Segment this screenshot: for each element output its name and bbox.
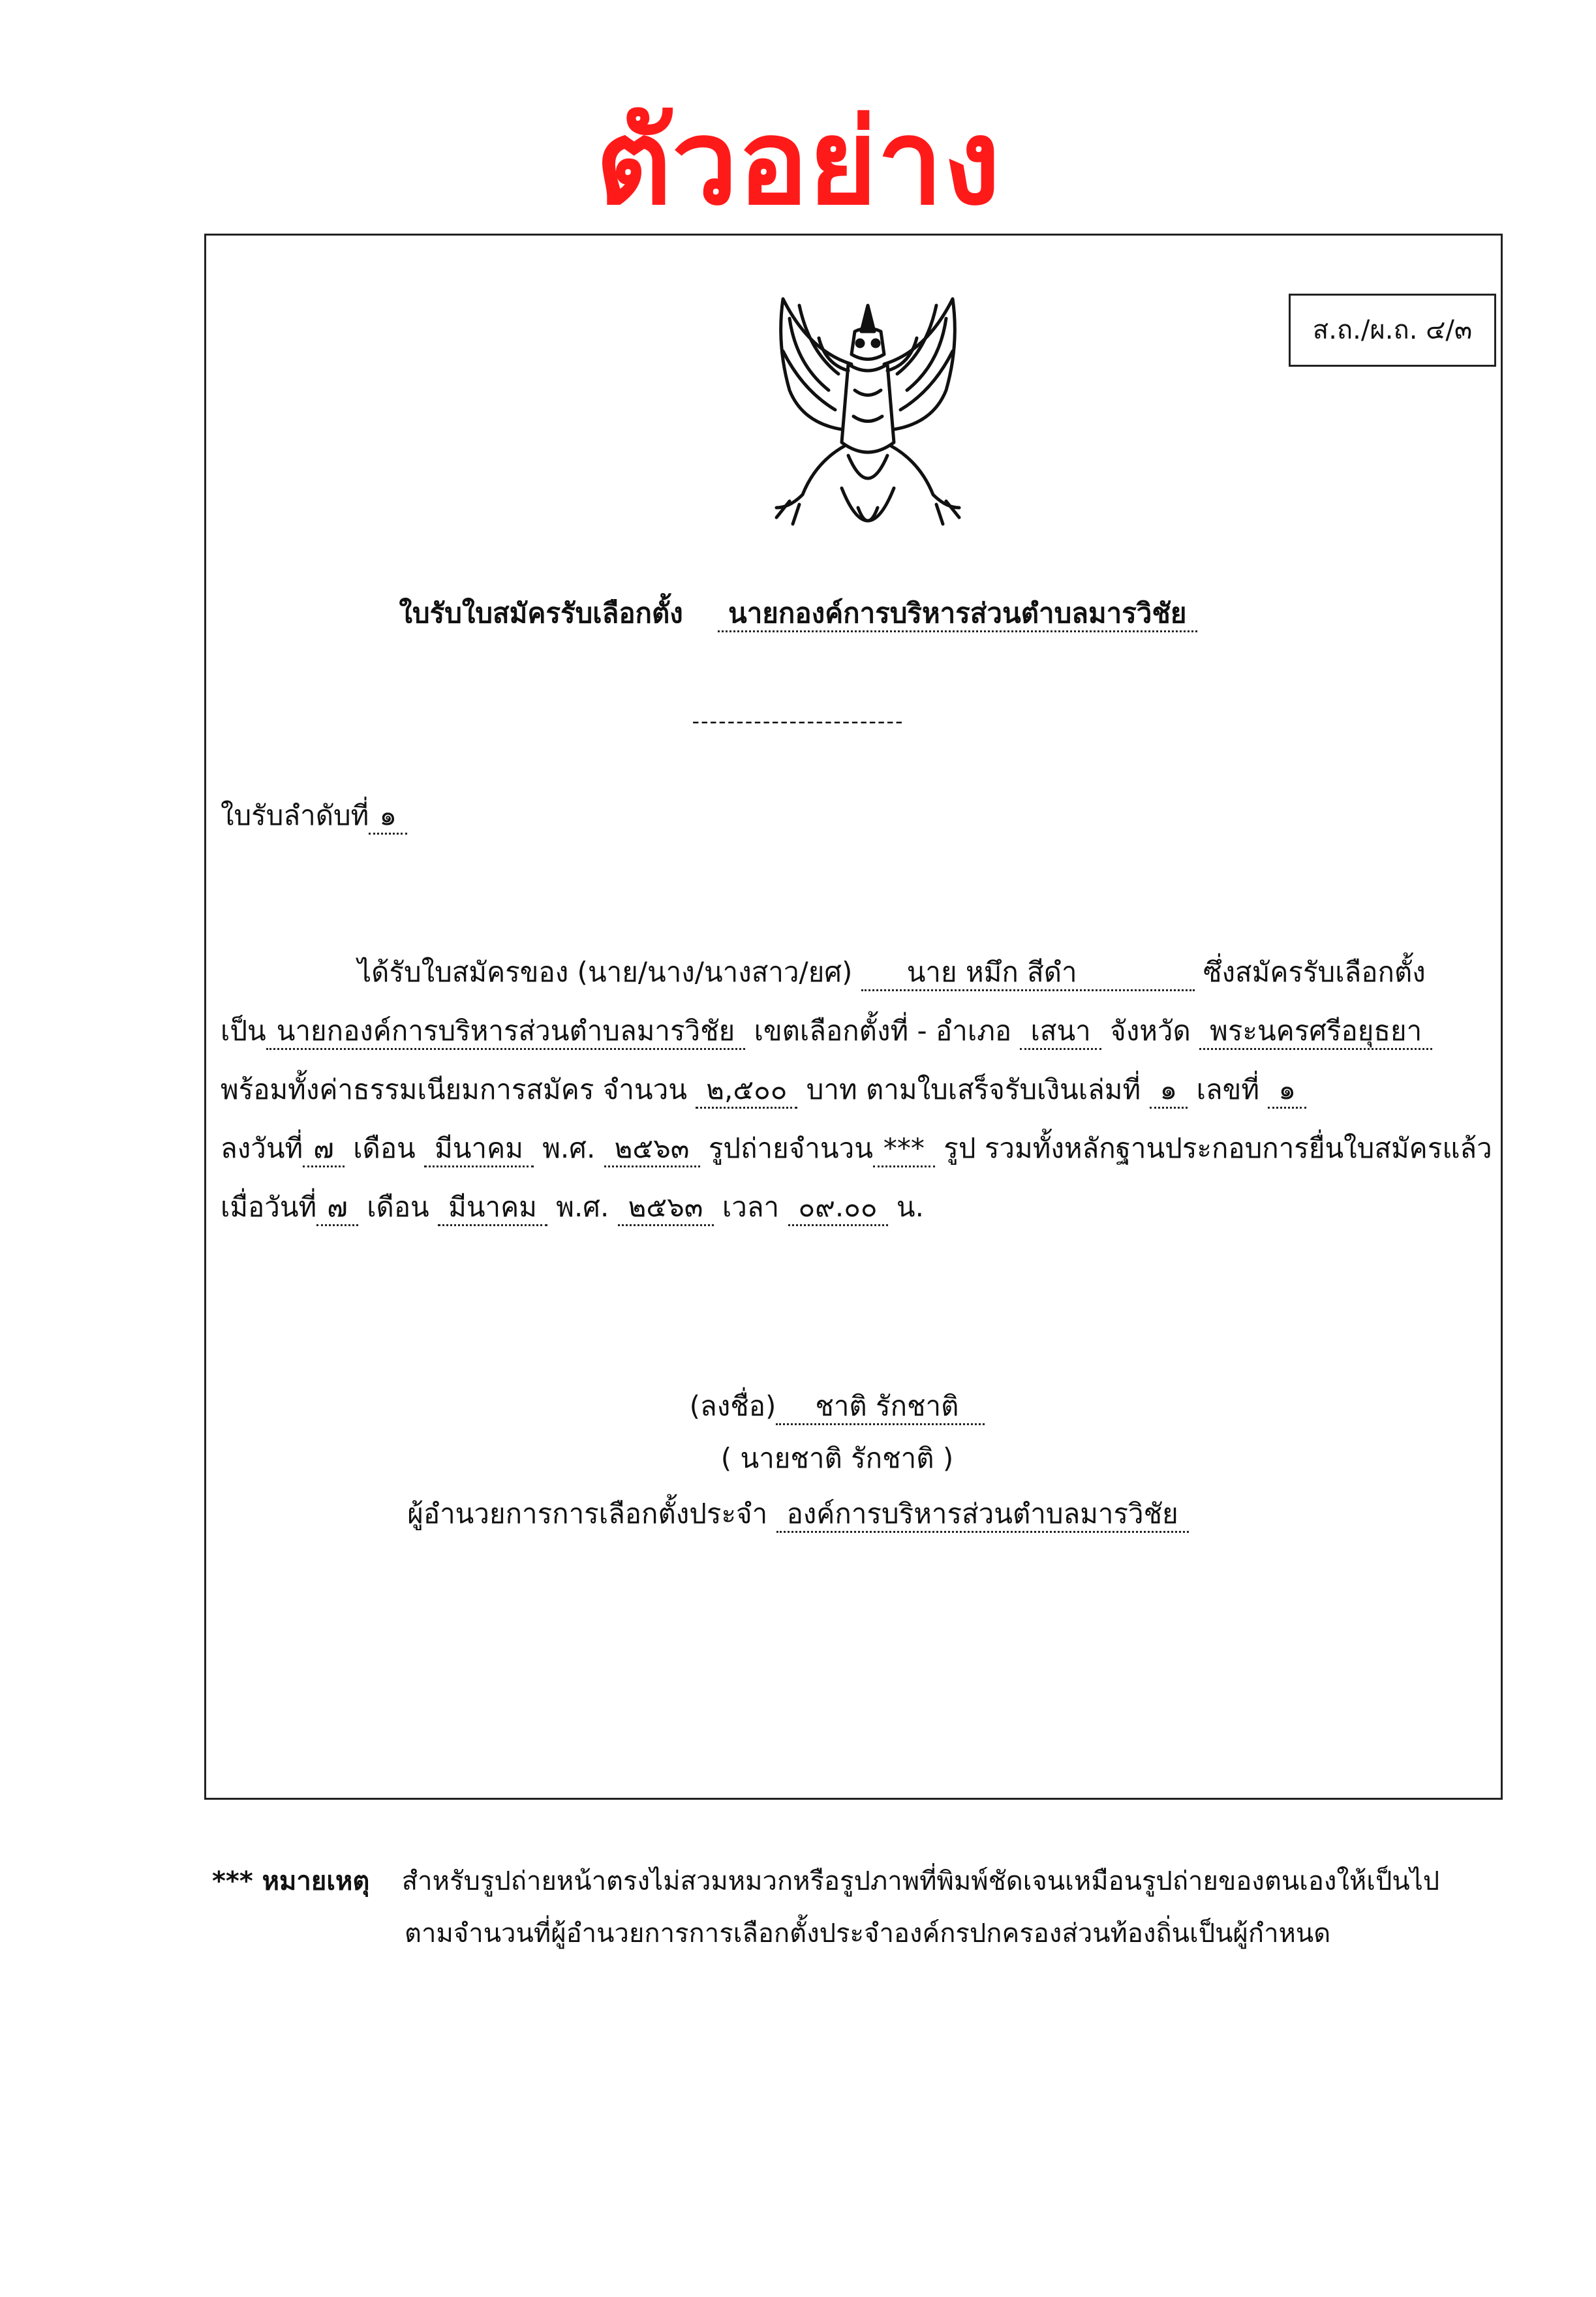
fee-label: พร้อมทั้งค่าธรรมเนียมการสมัคร จำนวน	[221, 1073, 687, 1105]
month-label: เดือน	[353, 1132, 416, 1164]
body-line-1	[221, 949, 1596, 995]
district-field: เสนา	[1020, 1015, 1101, 1050]
submit-date-label: เมื่อวันที่	[221, 1191, 317, 1223]
signer-role: ผู้อำนวยการการเลือกตั้งประจำ	[407, 1498, 768, 1530]
province-field: พระนครศรีอยุธยา	[1199, 1015, 1432, 1050]
year-label: พ.ศ.	[542, 1132, 596, 1164]
time-unit: น.	[896, 1191, 924, 1223]
receipt-number-value: ๑	[369, 799, 407, 835]
photos-unit: รูป	[944, 1132, 976, 1164]
signer-organization: องค์การบริหารส่วนตำบลมารวิชัย	[776, 1498, 1189, 1533]
signer-name: ( นายชาติ รักชาติ )	[720, 1442, 954, 1474]
signer-role-line	[0, 1491, 1596, 1537]
body-line-2	[221, 1008, 1473, 1054]
zone-label: เขตเลือกตั้งที่	[754, 1015, 909, 1047]
body-line-5	[221, 1184, 1473, 1230]
receipt-no-label: เลขที่	[1196, 1073, 1260, 1105]
photos-label: รูปถ่ายจำนวน	[708, 1132, 873, 1164]
footnote-line-2	[405, 1912, 1330, 1955]
receipt-number-line	[221, 793, 407, 839]
submit-year-label: พ.ศ.	[556, 1191, 609, 1223]
body-line-4	[221, 1126, 1492, 1171]
date-label: ลงวันที่	[221, 1132, 303, 1164]
documents-note: รวมทั้งหลักฐานประกอบการยื่นใบสมัครแล้ว	[984, 1132, 1492, 1164]
position-prefix: เป็น	[221, 1015, 266, 1047]
applicant-label: ได้รับใบสมัครของ (นาย/นาง/นางสาว/ยศ)	[358, 956, 853, 988]
submit-year-field: ๒๕๖๓	[618, 1191, 714, 1226]
footnote-marker: *** หมายเหตุ	[212, 1866, 370, 1896]
title-divider: ------------------------	[692, 709, 904, 733]
district-label: อำเภอ	[936, 1015, 1012, 1047]
receipt-book-label: บาท ตามใบเสร็จรับเงินเล่มที่	[806, 1073, 1141, 1105]
footnote-text-2: ตามจำนวนที่ผู้อำนวยการการเลือกตั้งประจำองค์กรปกครองส่วนท้องถิ่นเป็นผู้กำหนด	[405, 1919, 1331, 1949]
garuda-emblem-icon	[763, 292, 972, 560]
signature-line	[0, 1383, 1596, 1429]
footnote-line-1	[212, 1860, 1439, 1903]
form-code-box: ส.ถ./ผ.ถ. ๔/๓	[1289, 294, 1496, 367]
month-field: มีนาคม	[424, 1132, 534, 1167]
photos-field: ***	[873, 1132, 935, 1167]
submit-month-label: เดือน	[367, 1191, 429, 1223]
document-title	[0, 591, 1596, 636]
position-field: นายกองค์การบริหารส่วนตำบลมารวิชัย	[266, 1015, 746, 1050]
year-field: ๒๕๖๓	[604, 1132, 700, 1167]
applicant-suffix: ซึ่งสมัครรับเลือกตั้ง	[1203, 956, 1426, 988]
zone-value: -	[917, 1015, 927, 1047]
title-position-field: นายกองค์การบริหารส่วนตำบลมารวิชัย	[718, 597, 1197, 632]
day-field: ๗	[303, 1132, 345, 1167]
receipt-no-field: ๑	[1268, 1073, 1306, 1109]
fee-field: ๒,๕๐๐	[696, 1073, 797, 1109]
receipt-number-label: ใบรับลำดับที่	[221, 799, 369, 831]
sample-watermark: ตัวอย่าง	[595, 95, 1001, 231]
signature-label: (ลงชื่อ)	[689, 1390, 776, 1422]
applicant-name-field: นาย หมึก สีดำ	[861, 956, 1195, 991]
signature-value: ชาติ รักชาติ	[776, 1390, 985, 1425]
time-label: เวลา	[722, 1191, 780, 1223]
receipt-book-field: ๑	[1150, 1073, 1188, 1109]
submit-month-field: มีนาคม	[438, 1191, 547, 1226]
province-label: จังหวัด	[1110, 1015, 1191, 1047]
footnote-text-1: สำหรับรูปถ่ายหน้าตรงไม่สวมหมวกหรือรูปภาพที่พิมพ์ชัดเจนเหมือนรูปถ่ายของตนเองให้เป็นไป	[401, 1866, 1440, 1896]
body-line-3	[221, 1067, 1473, 1113]
submit-day-field: ๗	[316, 1191, 358, 1226]
title-prefix: ใบรับใบสมัครรับเลือกตั้ง	[399, 597, 683, 629]
time-field: ๐๙.๐๐	[788, 1191, 888, 1226]
